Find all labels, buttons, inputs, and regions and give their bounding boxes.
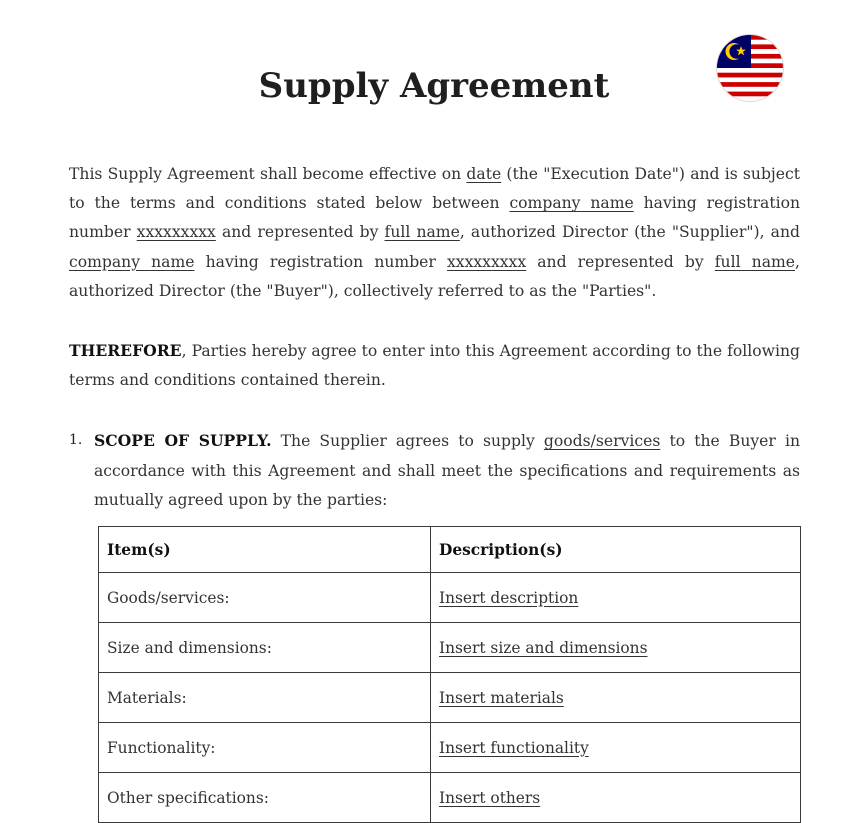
table-cell-description [431, 673, 801, 723]
goods-placeholder: goods/services [543, 432, 661, 450]
date-placeholder: date [466, 165, 502, 183]
clause-number: 1. [69, 432, 83, 448]
description-placeholder: Insert others [439, 788, 541, 807]
table-header-items: Item(s) [99, 527, 431, 573]
intro-text-8: , authorized Director (the "Buyer"), collectively referred to as the "Parties". [69, 252, 800, 300]
table-row [99, 623, 801, 673]
intro-text-7: and represented by [526, 252, 715, 271]
supplier-name-placeholder: full name [384, 223, 460, 242]
table-cell-description [431, 773, 801, 823]
table-cell-item: Goods/services: [99, 573, 431, 623]
table-header-descriptions: Description(s) [431, 527, 801, 573]
description-placeholder: Insert size and dimensions [439, 638, 648, 657]
table-row [99, 573, 801, 623]
therefore-keyword: THEREFORE [69, 341, 182, 360]
table-cell-item: Other specifications: [99, 773, 431, 823]
table-cell-description [431, 573, 801, 623]
therefore-text: , Parties hereby agree to enter into this Agreement according to the following terms and conditions contained therein. [69, 342, 800, 390]
clause-heading: SCOPE OF SUPPLY. [94, 431, 272, 450]
table-cell-description [431, 723, 801, 773]
clause-scope-of-supply [69, 426, 800, 516]
intro-text-1: This Supply Agreement shall become effective on [69, 165, 467, 183]
table-cell-item: Materials: [99, 673, 431, 723]
buyer-company-placeholder: company name [69, 252, 195, 271]
table-cell-description [431, 623, 801, 673]
intro-paragraph [69, 160, 800, 306]
therefore-paragraph [69, 336, 800, 395]
table-row [99, 723, 801, 773]
table-row [99, 773, 801, 823]
buyer-registration-placeholder: xxxxxxxxx [446, 252, 527, 271]
intro-text-3: having registration number [69, 194, 801, 242]
table-cell-item: Functionality: [99, 723, 431, 773]
clause-text-2: to the Buyer in accordance with this Agreement and shall meet the specifications and requirements as mutually agreed upon by the parties: [94, 432, 800, 510]
clause-text-1: The Supplier agrees to supply [271, 432, 544, 450]
intro-text-2: (the "Execution Date") and is subject to the terms and conditions stated below between [69, 165, 800, 213]
table-cell-item: Size and dimensions: [99, 623, 431, 673]
intro-text-5: , authorized Director (the "Supplier"), and [459, 223, 801, 242]
description-placeholder: Insert description [439, 588, 579, 607]
supplier-registration-placeholder: xxxxxxxxx [136, 223, 216, 242]
specification-table [98, 526, 801, 823]
page-title: Supply Agreement [258, 66, 610, 106]
supplier-company-placeholder: company name [509, 194, 634, 213]
clause-body [94, 426, 800, 516]
description-placeholder: Insert materials [439, 688, 564, 707]
table-row [99, 673, 801, 723]
intro-text-4: and represented by [215, 223, 385, 242]
description-placeholder: Insert functionality [439, 738, 589, 757]
intro-text-6: having registration number [194, 252, 447, 271]
table-header-row [99, 527, 801, 573]
buyer-name-placeholder: full name [714, 252, 796, 271]
